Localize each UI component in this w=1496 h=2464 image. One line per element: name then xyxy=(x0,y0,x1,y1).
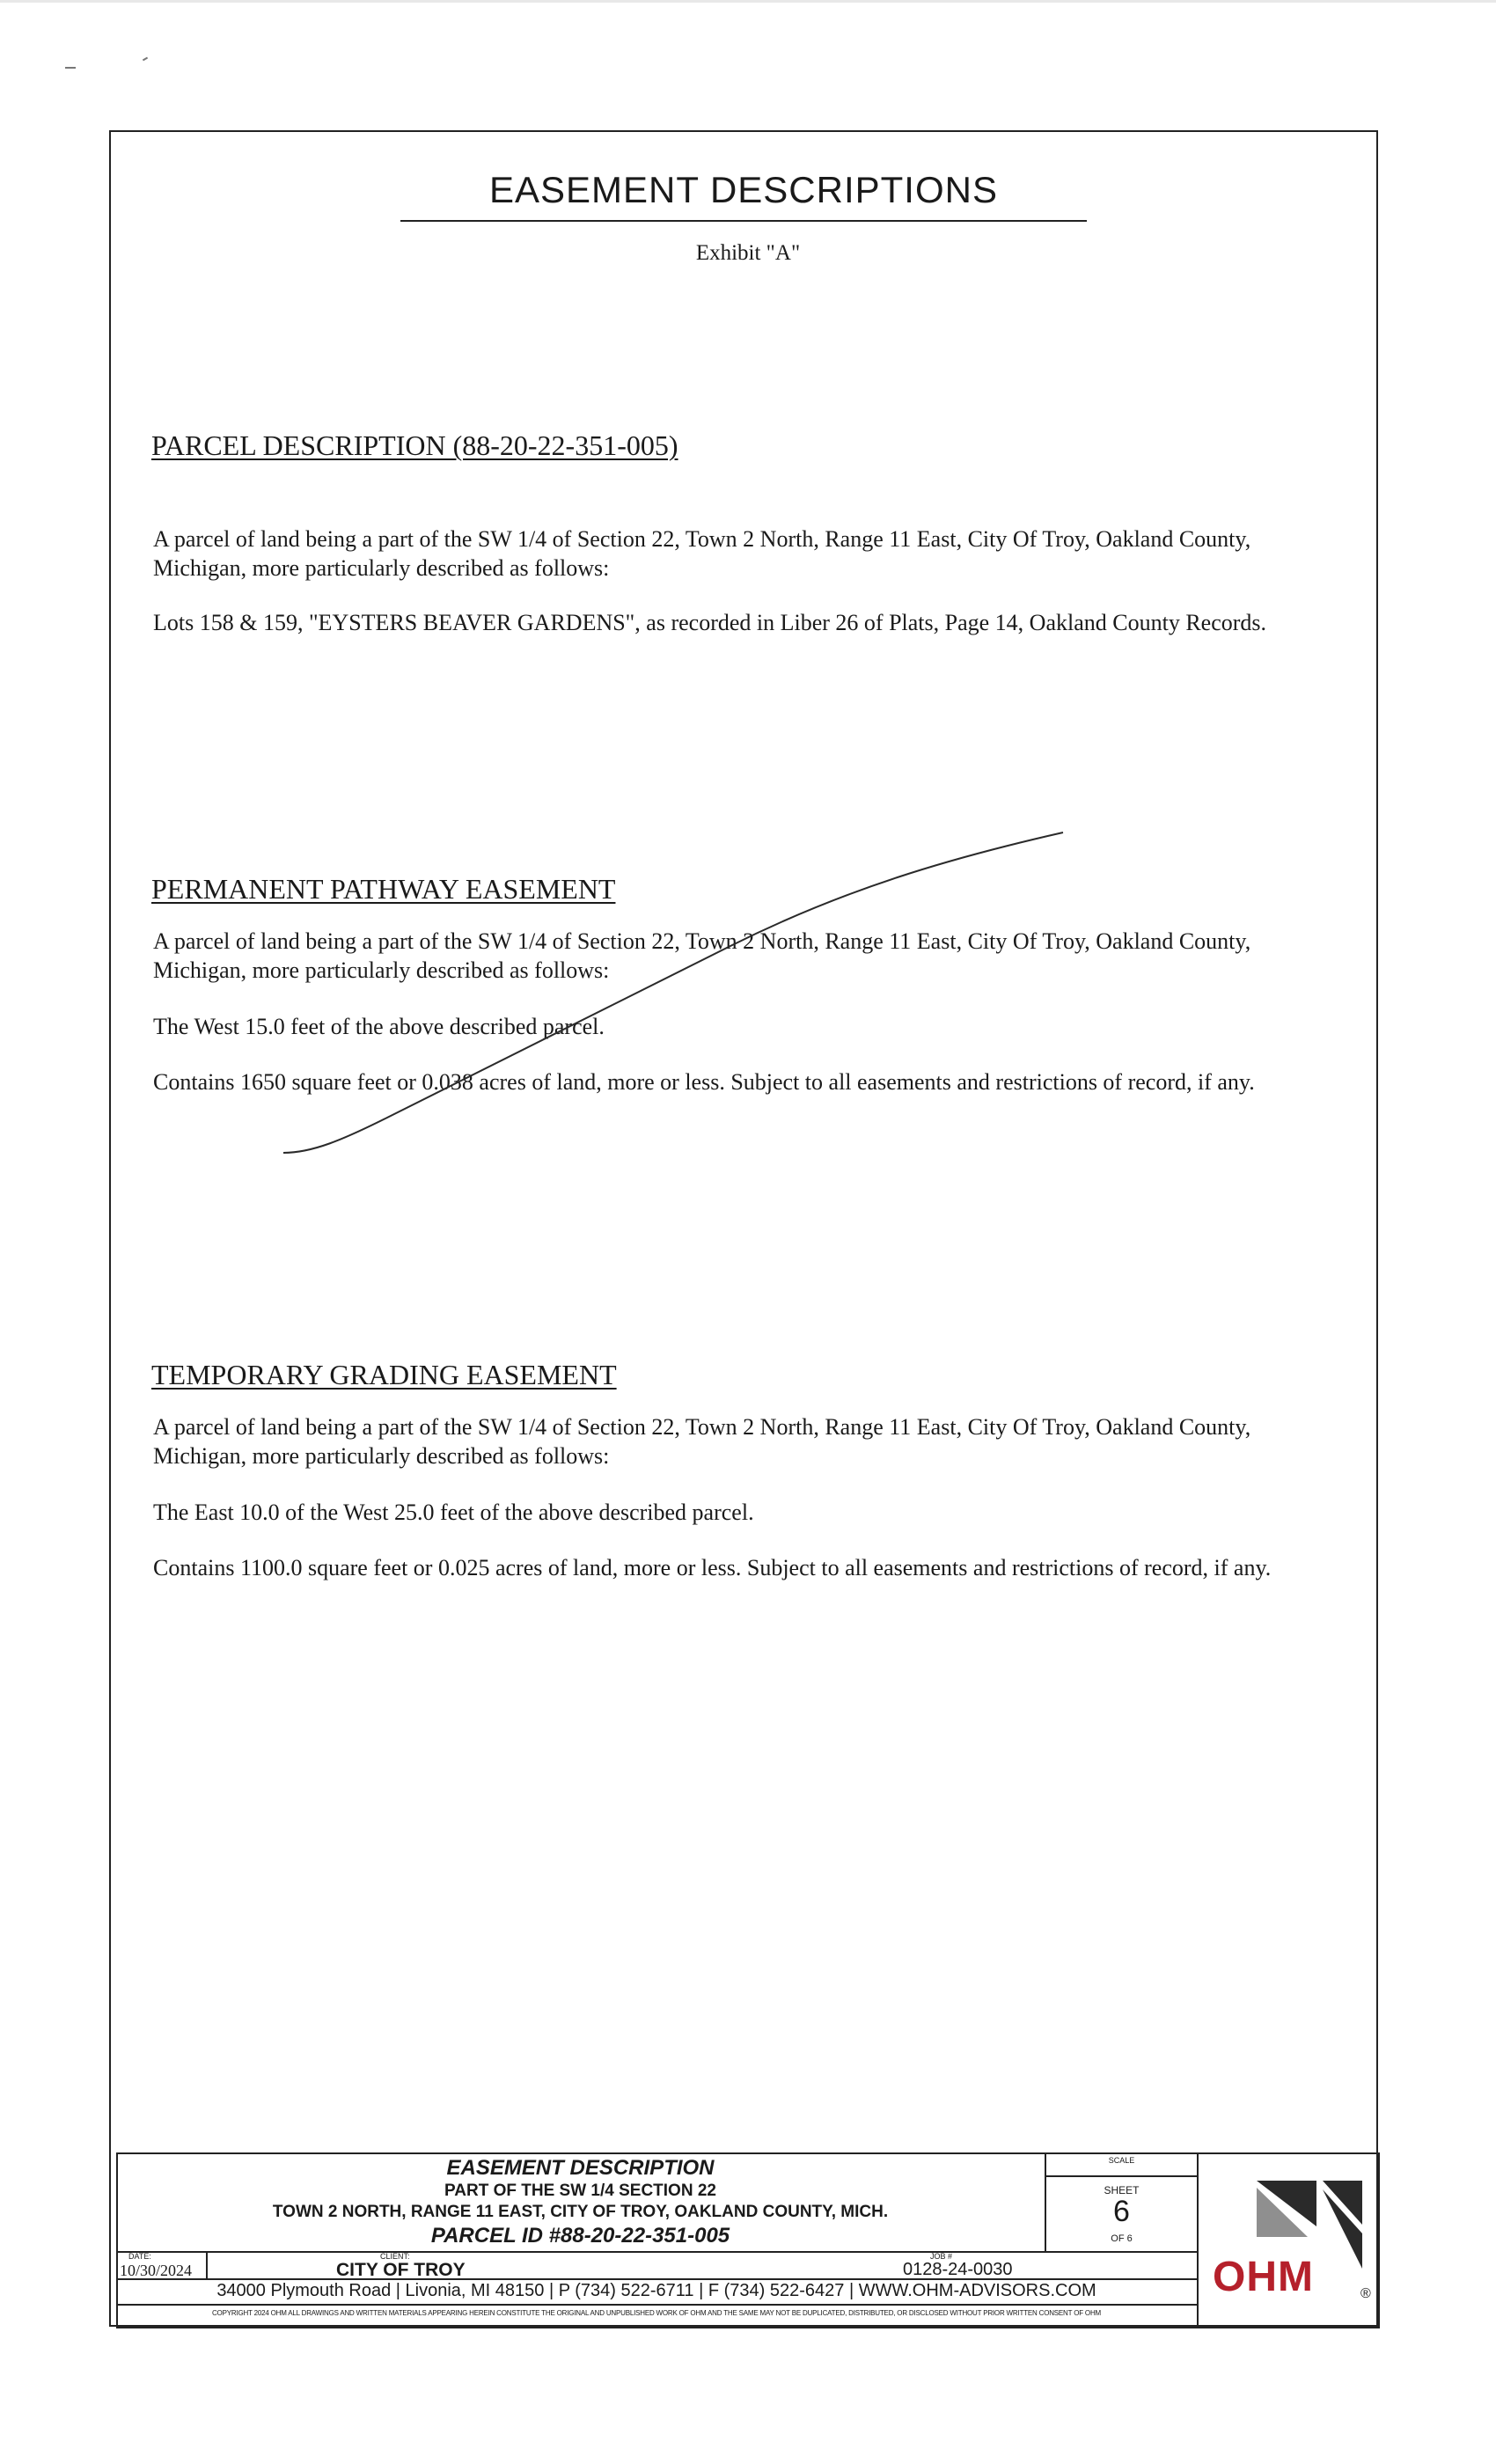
title-block-parcel-id: PARCEL ID #88-20-22-351-005 xyxy=(430,2224,730,2248)
client-label: CLIENT: xyxy=(380,2252,410,2261)
permanent-area-paragraph: Contains 1650 square feet or 0.038 acres of land, more or less. Subject to all easements and restrictions of record, if any. xyxy=(153,1069,1255,1095)
job-label: JOB # xyxy=(930,2252,953,2261)
parcel-description-heading: PARCEL DESCRIPTION (88-20-22-351-005) xyxy=(151,429,678,461)
temporary-grading-heading: TEMPORARY GRADING EASEMENT xyxy=(151,1359,617,1390)
scan-speck xyxy=(143,57,148,62)
ohm-logo-text: OHM xyxy=(1213,2254,1314,2300)
title-block-line1: PART OF THE SW 1/4 SECTION 22 xyxy=(444,2182,716,2200)
title-block-heading: EASEMENT DESCRIPTION xyxy=(446,2156,715,2180)
registered-mark: ® xyxy=(1360,2286,1371,2301)
sheet-of: OF 6 xyxy=(1111,2233,1133,2244)
ohm-logo-icon xyxy=(1204,2181,1376,2313)
date-label: DATE: xyxy=(128,2252,151,2261)
parcel-description-paragraph: A parcel of land being a part of the SW 1/4 of Section 22, Town 2 North, Range 11 East, City Of Troy, Oakland County, Michigan, more particularly described as follows: xyxy=(153,526,1251,581)
temporary-description-paragraph: A parcel of land being a part of the SW 1/4 of Section 22, Town 2 North, Range 11 East, City Of Troy, Oakland County, Michigan, more particularly described as follows: xyxy=(153,1414,1251,1469)
permanent-pathway-heading: PERMANENT PATHWAY EASEMENT xyxy=(151,873,616,905)
scale-label: SCALE xyxy=(1108,2156,1135,2165)
address-line: 34000 Plymouth Road | Livonia, MI 48150 | P (734) 522-6711 | F (734) 522-6427 | WWW.OHM-ADVISORS.COM xyxy=(216,2281,1096,2300)
title-block-line2: TOWN 2 NORTH, RANGE 11 EAST, CITY OF TROY, OAKLAND COUNTY, MICH. xyxy=(272,2203,889,2221)
scan-edge xyxy=(0,0,1496,3)
temporary-extent-paragraph: The East 10.0 of the West 25.0 feet of the above described parcel. xyxy=(153,1500,754,1525)
permanent-description-paragraph: A parcel of land being a part of the SW 1/4 of Section 22, Town 2 North, Range 11 East, City Of Troy, Oakland County, Michigan, more particularly described as follows: xyxy=(153,928,1251,983)
scan-speck xyxy=(65,67,76,69)
copyright-notice: COPYRIGHT 2024 OHM ALL DRAWINGS AND WRITTEN MATERIALS APPEARING HEREIN CONSTITUTE THE ORIGINAL AND UNPUBLISHED WORK OF OHM AND THE SAME MAY NOT BE DUPLICATED, DISTRIBUTED, OR DISCLOSED WITHOUT PRIOR WRITTEN CONSENT OF OHM xyxy=(211,2309,1101,2317)
temporary-area-paragraph: Contains 1100.0 square feet or 0.025 acres of land, more or less. Subject to all easements and restrictions of record, if any. xyxy=(153,1555,1272,1580)
sheet-label: SHEET xyxy=(1104,2184,1140,2196)
date-value: 10/30/2024 xyxy=(120,2262,193,2279)
job-value: 0128-24-0030 xyxy=(903,2260,1013,2279)
title-block xyxy=(116,2152,1380,2328)
permanent-extent-paragraph: The West 15.0 feet of the above described parcel. xyxy=(153,1014,605,1039)
exhibit-label: Exhibit "A" xyxy=(695,241,801,265)
client-value: CITY OF TROY xyxy=(336,2260,466,2280)
parcel-lots-paragraph: Lots 158 & 159, "EYSTERS BEAVER GARDENS", as recorded in Liber 26 of Plats, Page 14, Oakland County Records. xyxy=(153,610,1267,635)
page-title: EASEMENT DESCRIPTIONS xyxy=(400,169,1087,222)
sheet-number: 6 xyxy=(1113,2195,1130,2228)
